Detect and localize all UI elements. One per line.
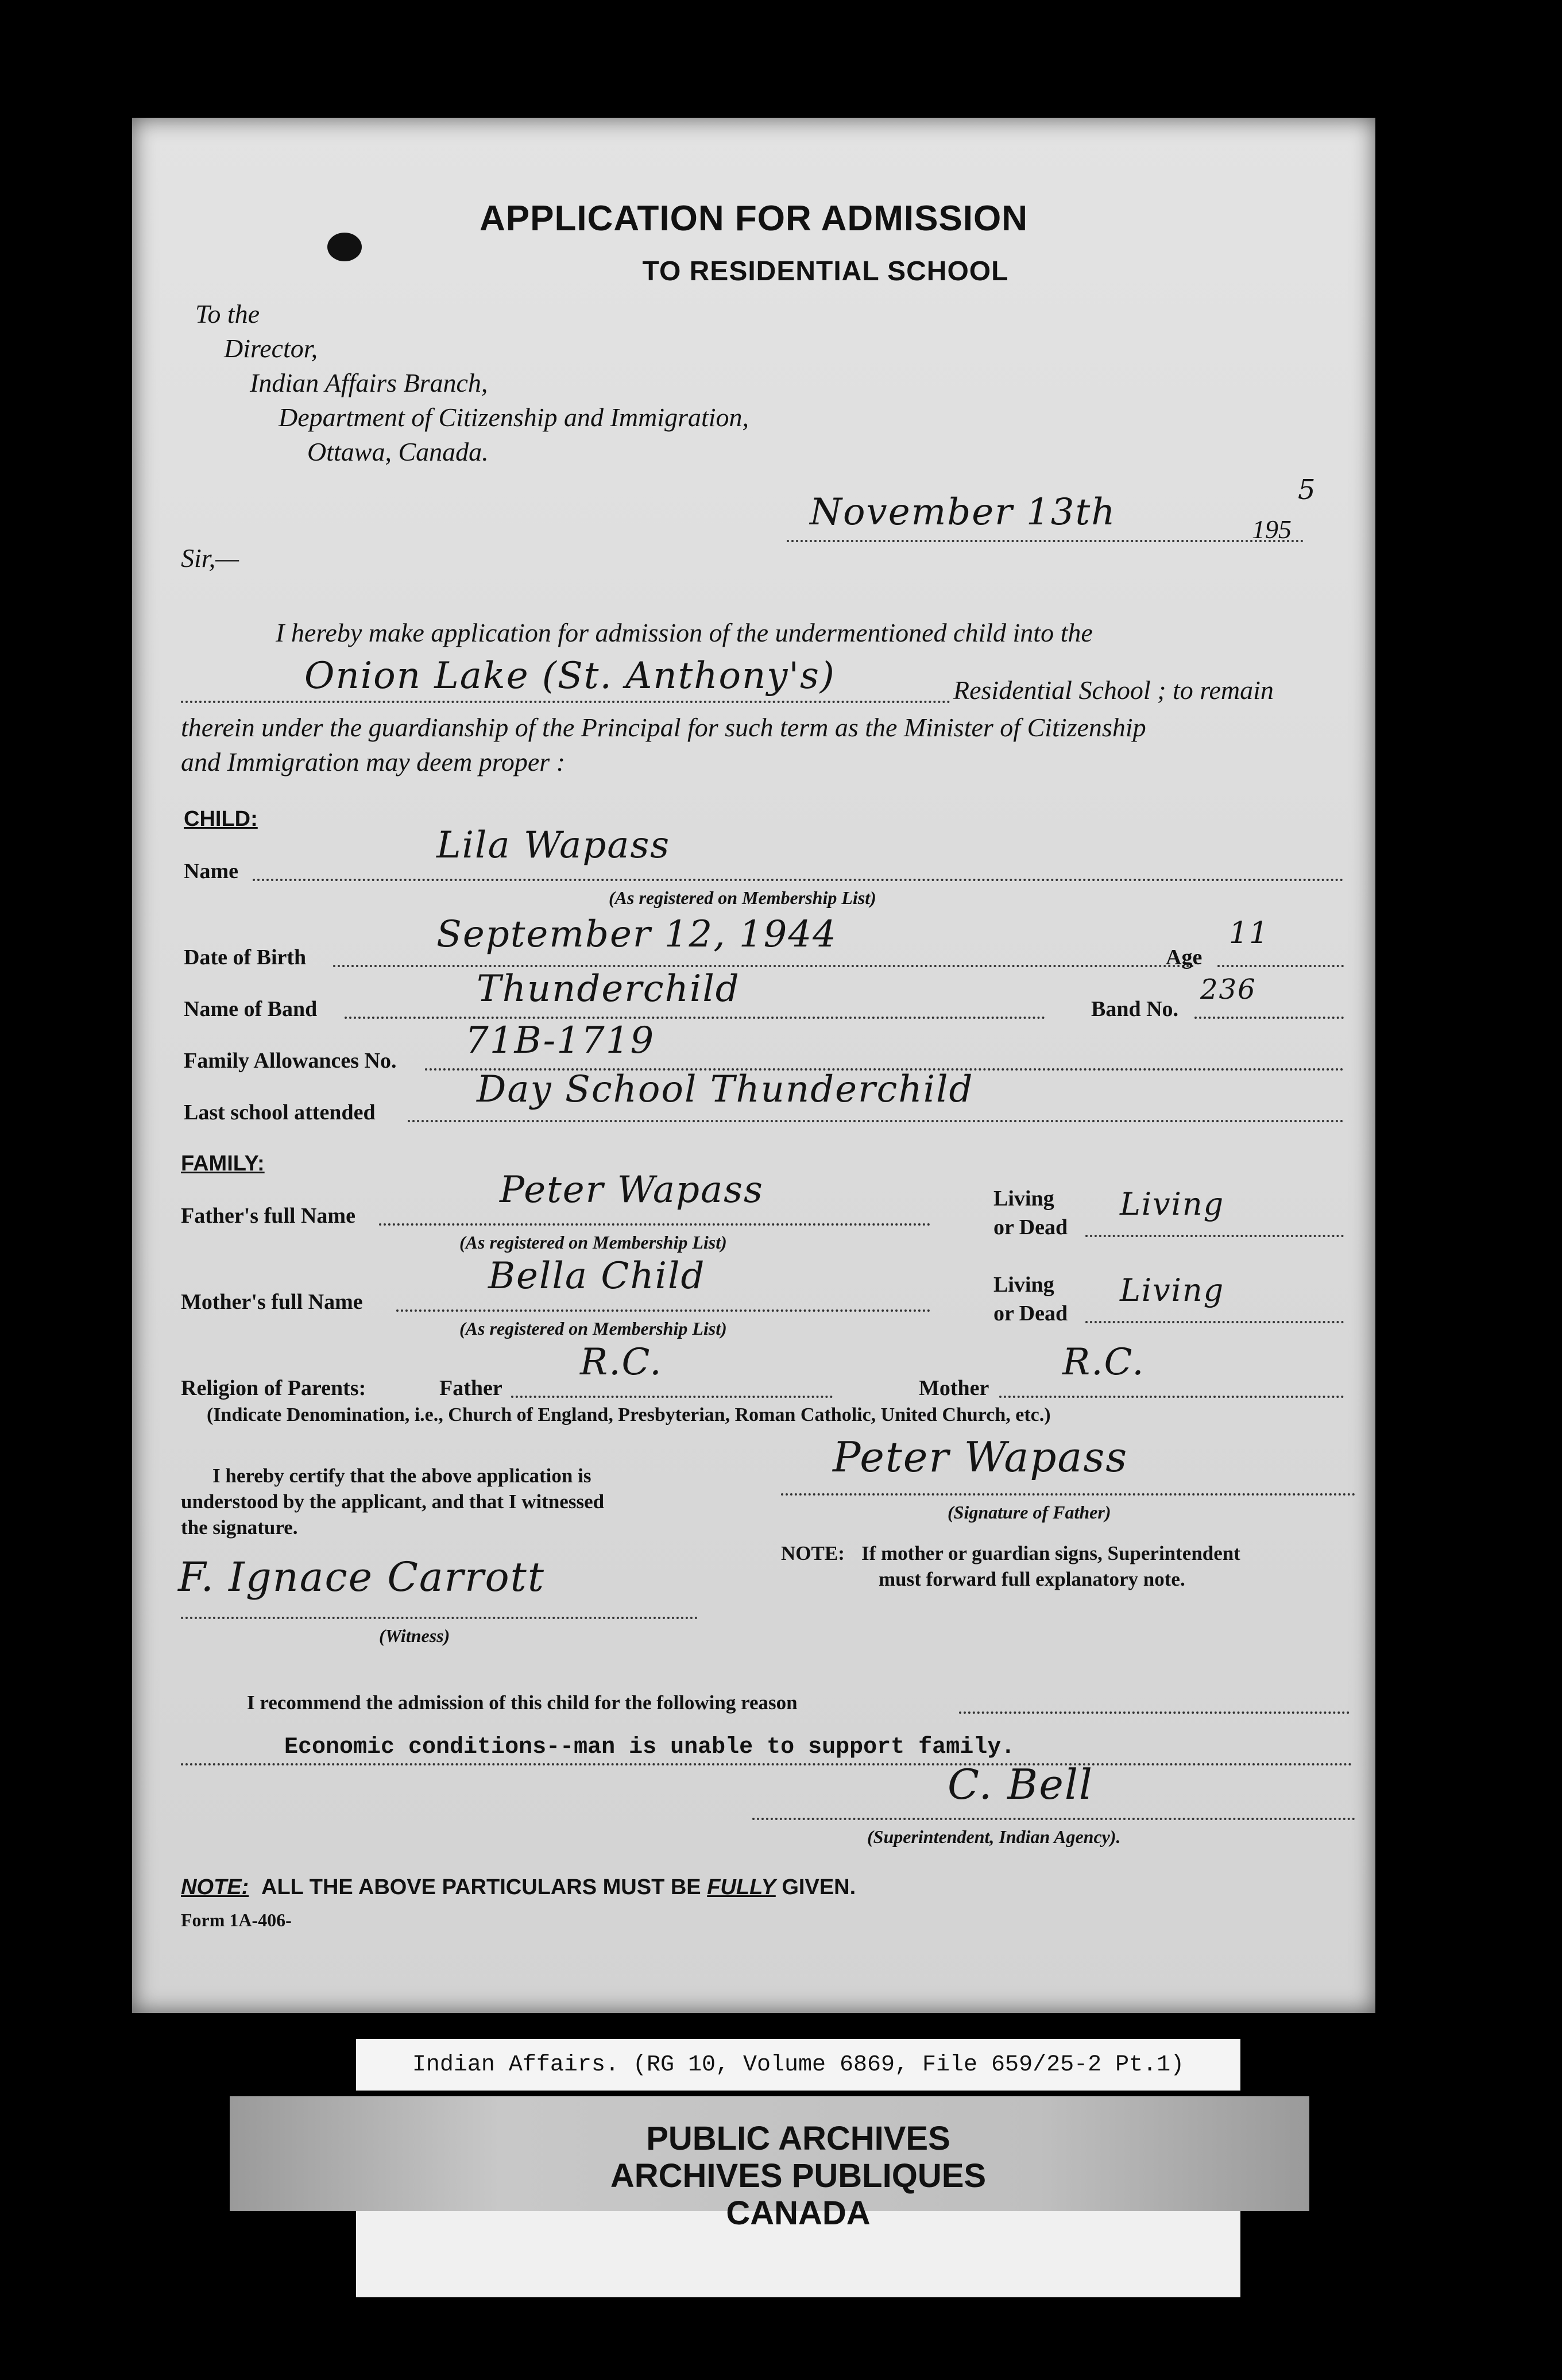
father-name-caption: (As registered on Membership List) bbox=[459, 1232, 727, 1253]
address-line-4: Department of Citizenship and Immigration, bbox=[279, 403, 749, 432]
mother-religion: R.C. bbox=[1062, 1341, 1145, 1384]
note-line-1: If mother or guardian signs, Superintendent bbox=[861, 1542, 1240, 1564]
band-no-label: Band No. bbox=[1091, 997, 1179, 1021]
address-line-3: Indian Affairs Branch, bbox=[250, 368, 488, 397]
intro-line-4: and Immigration may deem proper : bbox=[181, 747, 566, 776]
father-name-value: Peter Wapass bbox=[500, 1169, 764, 1211]
recommend-line: I recommend the admission of this child for the following reason bbox=[247, 1691, 798, 1714]
mother-status: Living bbox=[1120, 1272, 1225, 1308]
father-living-label-2: or Dead bbox=[993, 1215, 1068, 1239]
address-line-2: Director, bbox=[224, 334, 318, 363]
band-name-label: Name of Band bbox=[184, 997, 318, 1021]
religion-father-word: Father bbox=[439, 1376, 502, 1400]
form-subtitle: TO RESIDENTIAL SCHOOL bbox=[642, 256, 1009, 287]
application-form-page bbox=[132, 118, 1375, 2013]
date-year-prefix: 195 bbox=[1252, 515, 1292, 544]
recommend-reason: Economic conditions--man is unable to support family. bbox=[284, 1734, 1015, 1760]
family-section-label: FAMILY: bbox=[181, 1152, 265, 1176]
father-living-label-1: Living bbox=[993, 1187, 1054, 1211]
child-name-label: Name bbox=[184, 859, 238, 883]
age-label: Age bbox=[1166, 945, 1203, 969]
denomination-note: (Indicate Denomination, i.e., Church of England, Presbyterian, Roman Catholic, United Church, etc.) bbox=[207, 1404, 1051, 1425]
footer-note-text-b: GIVEN. bbox=[782, 1875, 856, 1899]
certify-line-3: the signature. bbox=[181, 1516, 298, 1539]
child-name-caption: (As registered on Membership List) bbox=[609, 887, 876, 908]
superintendent-caption: (Superintendent, Indian Agency). bbox=[867, 1826, 1121, 1847]
note-label: NOTE: bbox=[781, 1542, 845, 1564]
age-value: 11 bbox=[1229, 916, 1270, 951]
mother-name-label: Mother's full Name bbox=[181, 1290, 363, 1314]
father-status: Living bbox=[1120, 1186, 1225, 1222]
intro-line-1: I hereby make application for admission of the undermentioned child into the bbox=[276, 618, 1093, 647]
child-name-value: Lila Wapass bbox=[436, 824, 671, 867]
intro-line-2: Residential School ; to remain bbox=[953, 675, 1274, 705]
date-year-suffix: 5 bbox=[1298, 474, 1317, 506]
mother-name-value: Bella Child bbox=[488, 1255, 706, 1297]
superintendent-signature: C. Bell bbox=[948, 1760, 1093, 1809]
certify-line-1: I hereby certify that the above application is bbox=[212, 1465, 591, 1487]
footer-note-label: NOTE: bbox=[181, 1875, 249, 1899]
certify-line-2: understood by the applicant, and that I witnessed bbox=[181, 1490, 605, 1513]
mother-living-label-1: Living bbox=[993, 1273, 1054, 1297]
archive-stamp-line-1: PUBLIC ARCHIVES bbox=[646, 2120, 950, 2157]
dob-label: Date of Birth bbox=[184, 945, 307, 969]
intro-line-3: therein under the guardianship of the Principal for such term as the Minister of Citizenship bbox=[181, 713, 1146, 742]
archive-reference: Indian Affairs. (RG 10, Volume 6869, File 659/25-2 Pt.1) bbox=[356, 2039, 1240, 2091]
child-section-label: CHILD: bbox=[184, 807, 258, 831]
school-name-handwritten: Onion Lake (St. Anthony's) bbox=[304, 655, 836, 697]
footer-note-text-a: ALL THE ABOVE PARTICULARS MUST BE bbox=[261, 1875, 701, 1899]
salutation: Sir,— bbox=[181, 543, 239, 573]
witness-signature: F. Ignace Carrott bbox=[178, 1554, 545, 1601]
family-allowances-value: 71B-1719 bbox=[465, 1019, 655, 1062]
band-no-value: 236 bbox=[1200, 973, 1256, 1006]
father-name-label: Father's full Name bbox=[181, 1204, 355, 1228]
address-line-5: Ottawa, Canada. bbox=[307, 437, 489, 466]
archive-stamp-line-3: CANADA bbox=[726, 2194, 871, 2232]
religion-label: Religion of Parents: bbox=[181, 1376, 366, 1400]
last-school-value: Day School Thunderchild bbox=[477, 1068, 974, 1111]
note-line-2: must forward full explanatory note. bbox=[879, 1568, 1185, 1590]
father-religion: R.C. bbox=[580, 1341, 663, 1384]
witness-caption: (Witness) bbox=[379, 1625, 450, 1646]
mother-name-caption: (As registered on Membership List) bbox=[459, 1318, 727, 1339]
applicant-signature: Peter Wapass bbox=[833, 1433, 1128, 1481]
last-school-label: Last school attended bbox=[184, 1100, 376, 1125]
footer-note-fully: FULLY bbox=[707, 1875, 776, 1899]
mother-living-label-2: or Dead bbox=[993, 1301, 1068, 1326]
band-name-value: Thunderchild bbox=[477, 968, 740, 1010]
religion-mother-word: Mother bbox=[919, 1376, 989, 1400]
form-number: Form 1A-406- bbox=[181, 1910, 292, 1930]
form-title: APPLICATION FOR ADMISSION bbox=[480, 199, 1028, 238]
footer-note-text bbox=[261, 1875, 856, 1900]
archive-stamp-line-2: ARCHIVES PUBLIQUES bbox=[610, 2157, 987, 2194]
signature-caption: (Signature of Father) bbox=[948, 1502, 1111, 1523]
family-allowances-label: Family Allowances No. bbox=[184, 1049, 397, 1073]
dob-value: September 12, 1944 bbox=[436, 913, 837, 956]
date-handwritten: November 13th bbox=[810, 491, 1116, 534]
address-line-1: To the bbox=[195, 299, 260, 329]
